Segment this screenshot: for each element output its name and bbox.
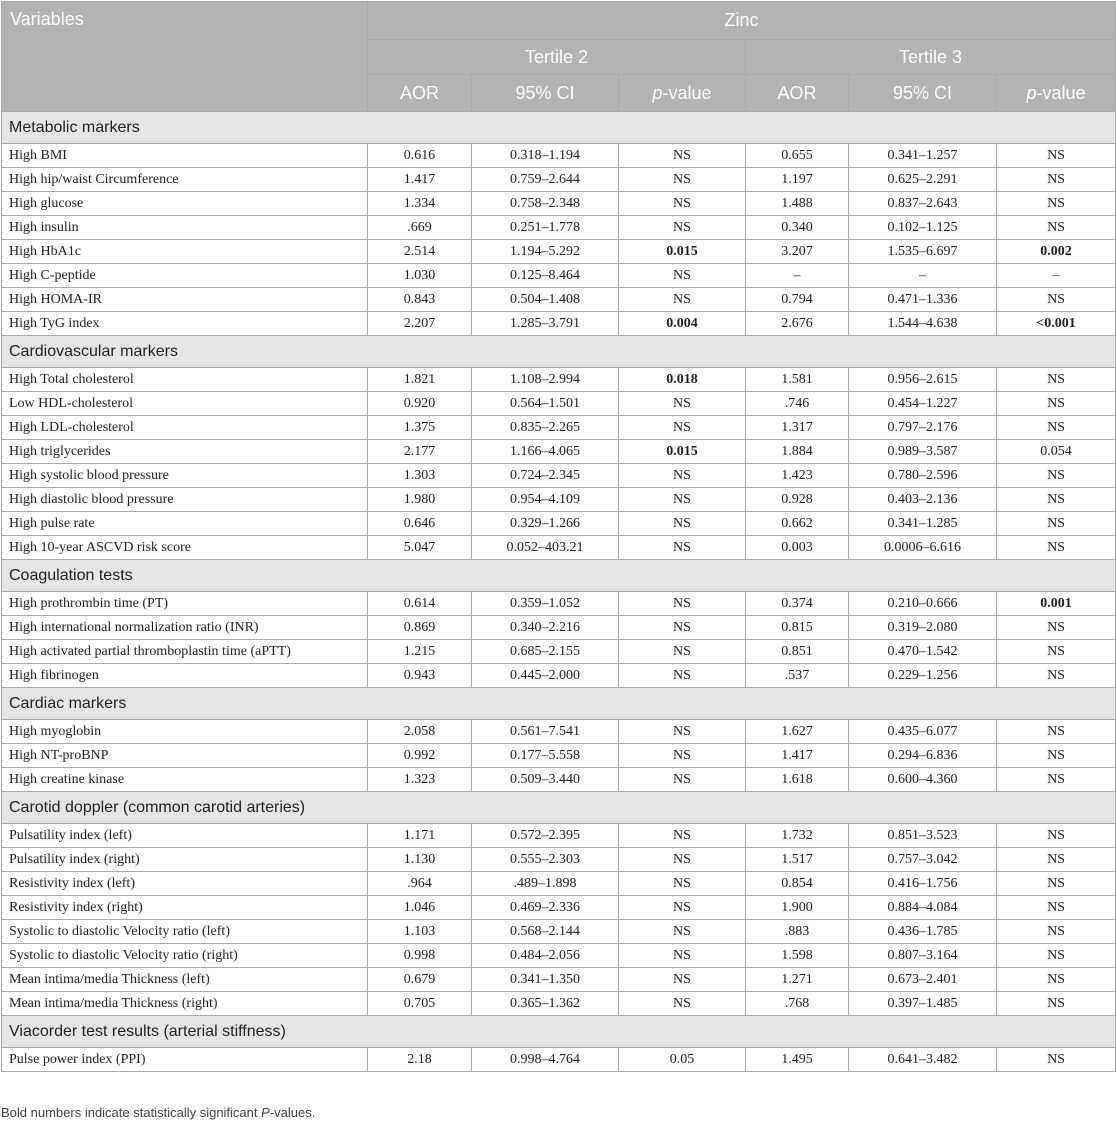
t2-ci-cell: 0.561–7.541	[472, 720, 619, 744]
t2-pvalue-cell: NS	[619, 720, 746, 744]
t2-pvalue-cell: 0.05	[619, 1048, 746, 1072]
t3-ci-cell: 0.837–2.643	[849, 192, 997, 216]
t2-pvalue-cell: NS	[619, 640, 746, 664]
t3-ci-cell: 0.641–3.482	[849, 1048, 997, 1072]
t2-pvalue-cell: NS	[619, 168, 746, 192]
t3-pvalue-cell: NS	[997, 920, 1116, 944]
t3-ci-cell: 0.600–4.360	[849, 768, 997, 792]
t2-pvalue-cell: NS	[619, 488, 746, 512]
t2-aor-cell: 2.177	[368, 440, 472, 464]
variable-cell: Mean intima/media Thickness (left)	[2, 968, 368, 992]
section-header-row	[2, 1016, 1116, 1048]
table-row	[2, 192, 1116, 216]
t2-pvalue-cell: NS	[619, 848, 746, 872]
t2-ci-cell: 0.365–1.362	[472, 992, 619, 1016]
variable-cell: High myoglobin	[2, 720, 368, 744]
t2-aor-cell: 1.375	[368, 416, 472, 440]
t2-aor-cell: 0.616	[368, 144, 472, 168]
t3-ci-cell: 0.436–1.785	[849, 920, 997, 944]
variable-cell: Resistivity index (right)	[2, 896, 368, 920]
t2-aor-cell: 1.323	[368, 768, 472, 792]
t3-pvalue-cell: NS	[997, 144, 1116, 168]
t2-ci-cell: 0.177–5.558	[472, 744, 619, 768]
t2-aor-cell: 1.171	[368, 824, 472, 848]
t2-aor-cell: 1.215	[368, 640, 472, 664]
t3-aor-cell: 3.207	[746, 240, 849, 264]
t3-pvalue-cell: NS	[997, 896, 1116, 920]
t3-pvalue-cell: NS	[997, 944, 1116, 968]
table-row	[2, 488, 1116, 512]
table-row	[2, 720, 1116, 744]
table-row	[2, 992, 1116, 1016]
t3-aor-cell: 0.794	[746, 288, 849, 312]
t3-pvalue-cell: NS	[997, 616, 1116, 640]
t2-pvalue-cell: NS	[619, 824, 746, 848]
t2-pvalue-cell: NS	[619, 392, 746, 416]
table-row	[2, 512, 1116, 536]
t3-pvalue-cell: NS	[997, 416, 1116, 440]
t2-aor-cell: 0.614	[368, 592, 472, 616]
t2-aor-cell: 1.046	[368, 896, 472, 920]
section-title: Carotid doppler (common carotid arteries)	[2, 792, 1116, 824]
t3-ci-cell: 1.544–4.638	[849, 312, 997, 336]
t2-pvalue-cell: NS	[619, 944, 746, 968]
t3-aor-cell: 1.488	[746, 192, 849, 216]
t3-aor-cell: 0.854	[746, 872, 849, 896]
t3-pvalue-cell: NS	[997, 720, 1116, 744]
t3-pvalue-cell: NS	[997, 368, 1116, 392]
t3-aor-cell: 1.417	[746, 744, 849, 768]
t3-pvalue-cell: NS	[997, 848, 1116, 872]
table-row	[2, 896, 1116, 920]
t2-ci-cell: 0.758–2.348	[472, 192, 619, 216]
t2-pvalue-cell: NS	[619, 992, 746, 1016]
t2-pvalue-cell: 0.015	[619, 440, 746, 464]
t2-aor-cell: .964	[368, 872, 472, 896]
t3-ci-cell: 0.673–2.401	[849, 968, 997, 992]
t2-aor-cell: 1.130	[368, 848, 472, 872]
variable-cell: Pulsatility index (right)	[2, 848, 368, 872]
t3-ci-cell: 0.403–2.136	[849, 488, 997, 512]
t2-aor-cell: 1.821	[368, 368, 472, 392]
t2-ci-cell: 0.341–1.350	[472, 968, 619, 992]
table-row	[2, 640, 1116, 664]
t2-ci-cell: 0.835–2.265	[472, 416, 619, 440]
t2-aor-cell: 2.058	[368, 720, 472, 744]
t3-pvalue-cell: NS	[997, 488, 1116, 512]
t2-ci-cell: 0.484–2.056	[472, 944, 619, 968]
t3-pvalue-cell: NS	[997, 992, 1116, 1016]
t2-pvalue-cell: NS	[619, 768, 746, 792]
variable-cell: High fibrinogen	[2, 664, 368, 688]
t3-pvalue-cell: NS	[997, 744, 1116, 768]
t3-pvalue-cell: <0.001	[997, 312, 1116, 336]
t3-ci-cell: 0.884–4.084	[849, 896, 997, 920]
t3-pvalue-cell: NS	[997, 192, 1116, 216]
t2-ci-cell: 0.359–1.052	[472, 592, 619, 616]
t2-aor-cell: 1.103	[368, 920, 472, 944]
t2-ci-cell: 0.251–1.778	[472, 216, 619, 240]
t2-ci-cell: 1.285–3.791	[472, 312, 619, 336]
t3-pvalue-cell: NS	[997, 512, 1116, 536]
t3-aor-cell: 1.271	[746, 968, 849, 992]
t3-pvalue-cell: NS	[997, 640, 1116, 664]
t3-pvalue-cell: NS	[997, 392, 1116, 416]
t3-ci-cell: 0.797–2.176	[849, 416, 997, 440]
t2-ci-cell: 0.445–2.000	[472, 664, 619, 688]
section-title: Cardiac markers	[2, 688, 1116, 720]
t2-ci-cell: 0.509–3.440	[472, 768, 619, 792]
t3-pvalue-cell: –	[997, 264, 1116, 288]
table-row	[2, 368, 1116, 392]
t2-pvalue-cell: NS	[619, 664, 746, 688]
table-row	[2, 664, 1116, 688]
t2-pvalue-cell: 0.018	[619, 368, 746, 392]
variable-cell: Low HDL-cholesterol	[2, 392, 368, 416]
variable-cell: High 10-year ASCVD risk score	[2, 536, 368, 560]
t2-aor-cell: 1.030	[368, 264, 472, 288]
variable-cell: High Total cholesterol	[2, 368, 368, 392]
t3-aor-cell: 1.423	[746, 464, 849, 488]
t2-ci-header: 95% CI	[472, 75, 619, 112]
t2-pvalue-cell: NS	[619, 592, 746, 616]
t3-aor-cell: 2.676	[746, 312, 849, 336]
t2-aor-cell: 2.514	[368, 240, 472, 264]
t3-ci-cell: 0.229–1.256	[849, 664, 997, 688]
t2-aor-cell: 0.920	[368, 392, 472, 416]
t3-ci-cell: 0.416–1.756	[849, 872, 997, 896]
t3-aor-cell: 1.900	[746, 896, 849, 920]
t3-ci-cell: 0.454–1.227	[849, 392, 997, 416]
table-row	[2, 592, 1116, 616]
t3-ci-cell: 0.341–1.257	[849, 144, 997, 168]
variable-cell: Pulsatility index (left)	[2, 824, 368, 848]
variable-cell: High hip/waist Circumference	[2, 168, 368, 192]
section-header-row	[2, 112, 1116, 144]
variable-cell: High NT-proBNP	[2, 744, 368, 768]
variable-cell: High pulse rate	[2, 512, 368, 536]
t3-aor-cell: 1.598	[746, 944, 849, 968]
t2-aor-header: AOR	[368, 75, 472, 112]
t3-aor-cell: 1.197	[746, 168, 849, 192]
t3-aor-cell: 1.495	[746, 1048, 849, 1072]
variable-cell: High HOMA-IR	[2, 288, 368, 312]
t2-pvalue-cell: NS	[619, 464, 746, 488]
t2-aor-cell: 0.992	[368, 744, 472, 768]
t2-ci-cell: 1.166–4.065	[472, 440, 619, 464]
t3-aor-cell: 0.655	[746, 144, 849, 168]
t2-aor-cell: 2.207	[368, 312, 472, 336]
t3-aor-cell: 1.317	[746, 416, 849, 440]
t2-aor-cell: 0.705	[368, 992, 472, 1016]
t2-ci-cell: 0.318–1.194	[472, 144, 619, 168]
t3-pvalue-cell: 0.002	[997, 240, 1116, 264]
variable-cell: High systolic blood pressure	[2, 464, 368, 488]
table-row	[2, 920, 1116, 944]
variable-cell: Resistivity index (left)	[2, 872, 368, 896]
t3-pvalue-cell: NS	[997, 768, 1116, 792]
t3-ci-cell: 0.807–3.164	[849, 944, 997, 968]
t3-ci-cell: 0.471–1.336	[849, 288, 997, 312]
t2-pvalue-cell: 0.015	[619, 240, 746, 264]
t3-ci-cell: 0.757–3.042	[849, 848, 997, 872]
t3-ci-cell: 0.625–2.291	[849, 168, 997, 192]
t2-aor-cell: 0.843	[368, 288, 472, 312]
t2-ci-cell: .489–1.898	[472, 872, 619, 896]
t2-ci-cell: 0.564–1.501	[472, 392, 619, 416]
t2-pvalue-cell: NS	[619, 416, 746, 440]
t2-ci-cell: 0.555–2.303	[472, 848, 619, 872]
zinc-header: Zinc	[368, 2, 1116, 40]
table-row	[2, 1048, 1116, 1072]
t2-pvalue-cell: NS	[619, 264, 746, 288]
t3-pvalue-cell: 0.001	[997, 592, 1116, 616]
t3-ci-cell: 1.535–6.697	[849, 240, 997, 264]
t3-aor-cell: 0.003	[746, 536, 849, 560]
t2-ci-cell: 0.052–403.21	[472, 536, 619, 560]
t2-aor-cell: 0.998	[368, 944, 472, 968]
table-row	[2, 416, 1116, 440]
variable-cell: High creatine kinase	[2, 768, 368, 792]
table-row	[2, 768, 1116, 792]
variable-cell: High insulin	[2, 216, 368, 240]
t2-aor-cell: 1.417	[368, 168, 472, 192]
table-row	[2, 536, 1116, 560]
t2-pvalue-header: p-value	[619, 75, 746, 112]
t3-pvalue-cell: NS	[997, 872, 1116, 896]
t2-aor-cell: .669	[368, 216, 472, 240]
t2-aor-cell: 0.646	[368, 512, 472, 536]
t3-ci-cell: 0.956–2.615	[849, 368, 997, 392]
t3-aor-cell: –	[746, 264, 849, 288]
variable-cell: High prothrombin time (PT)	[2, 592, 368, 616]
t2-pvalue-cell: NS	[619, 872, 746, 896]
table-row	[2, 392, 1116, 416]
table-row	[2, 616, 1116, 640]
section-title: Metabolic markers	[2, 112, 1116, 144]
t3-aor-cell: 1.627	[746, 720, 849, 744]
t3-pvalue-cell: NS	[997, 1048, 1116, 1072]
t3-ci-cell: 0.294–6.836	[849, 744, 997, 768]
variable-cell: Mean intima/media Thickness (right)	[2, 992, 368, 1016]
t3-aor-cell: 1.884	[746, 440, 849, 464]
t2-ci-cell: 1.194–5.292	[472, 240, 619, 264]
t2-ci-cell: 0.504–1.408	[472, 288, 619, 312]
variable-cell: Systolic to diastolic Velocity ratio (left)	[2, 920, 368, 944]
table-row	[2, 264, 1116, 288]
t3-aor-cell: 0.340	[746, 216, 849, 240]
t3-aor-cell: 1.732	[746, 824, 849, 848]
t3-pvalue-cell: NS	[997, 168, 1116, 192]
t2-pvalue-cell: NS	[619, 744, 746, 768]
t3-pvalue-cell: 0.054	[997, 440, 1116, 464]
table-row	[2, 744, 1116, 768]
t2-ci-cell: 0.125–8.464	[472, 264, 619, 288]
t2-ci-cell: 0.572–2.395	[472, 824, 619, 848]
t3-ci-header: 95% CI	[849, 75, 997, 112]
t2-ci-cell: 0.329–1.266	[472, 512, 619, 536]
variable-cell: High TyG index	[2, 312, 368, 336]
t3-aor-cell: 1.517	[746, 848, 849, 872]
t3-aor-cell: 0.851	[746, 640, 849, 664]
variable-cell: High HbA1c	[2, 240, 368, 264]
t3-pvalue-cell: NS	[997, 216, 1116, 240]
tertile3-header: Tertile 3	[746, 40, 1116, 75]
t2-ci-cell: 0.568–2.144	[472, 920, 619, 944]
t3-ci-cell: 0.397–1.485	[849, 992, 997, 1016]
section-title: Coagulation tests	[2, 560, 1116, 592]
table-row	[2, 848, 1116, 872]
t3-ci-cell: 0.0006–6.616	[849, 536, 997, 560]
table-row	[2, 968, 1116, 992]
t3-ci-cell: 0.989–3.587	[849, 440, 997, 464]
t2-aor-cell: 0.943	[368, 664, 472, 688]
variable-cell: High activated partial thromboplastin time (aPTT)	[2, 640, 368, 664]
t2-aor-cell: 1.334	[368, 192, 472, 216]
table-row	[2, 144, 1116, 168]
t3-pvalue-cell: NS	[997, 968, 1116, 992]
t2-pvalue-cell: NS	[619, 192, 746, 216]
section-title: Viacorder test results (arterial stiffness)	[2, 1016, 1116, 1048]
t3-aor-cell: 1.581	[746, 368, 849, 392]
table-row	[2, 464, 1116, 488]
results-table	[1, 1, 1116, 1072]
t2-aor-cell: 0.679	[368, 968, 472, 992]
variable-cell: High glucose	[2, 192, 368, 216]
t3-ci-cell: 0.851–3.523	[849, 824, 997, 848]
t3-aor-cell: .768	[746, 992, 849, 1016]
section-header-row	[2, 792, 1116, 824]
table-row	[2, 288, 1116, 312]
t2-pvalue-cell: NS	[619, 920, 746, 944]
footnote: Bold numbers indicate statistically significant P-values.	[1, 1105, 316, 1120]
t2-ci-cell: 0.954–4.109	[472, 488, 619, 512]
t3-aor-cell: .746	[746, 392, 849, 416]
section-title: Cardiovascular markers	[2, 336, 1116, 368]
variable-cell: High triglycerides	[2, 440, 368, 464]
section-header-row	[2, 560, 1116, 592]
section-header-row	[2, 688, 1116, 720]
t3-pvalue-cell: NS	[997, 664, 1116, 688]
t2-pvalue-cell: 0.004	[619, 312, 746, 336]
t3-aor-cell: 0.662	[746, 512, 849, 536]
variable-cell: Pulse power index (PPI)	[2, 1048, 368, 1072]
t3-ci-cell: 0.102–1.125	[849, 216, 997, 240]
t3-pvalue-header: p-value	[997, 75, 1116, 112]
t3-aor-cell: 0.815	[746, 616, 849, 640]
t3-ci-cell: 0.470–1.542	[849, 640, 997, 664]
t3-aor-header: AOR	[746, 75, 849, 112]
t2-pvalue-cell: NS	[619, 896, 746, 920]
t2-ci-cell: 0.469–2.336	[472, 896, 619, 920]
t3-aor-cell: .883	[746, 920, 849, 944]
table-row	[2, 216, 1116, 240]
table-row	[2, 312, 1116, 336]
variables-header: Variables	[2, 2, 368, 112]
table-row	[2, 240, 1116, 264]
t2-ci-cell: 0.759–2.644	[472, 168, 619, 192]
t2-ci-cell: 1.108–2.994	[472, 368, 619, 392]
t3-aor-cell: 1.618	[746, 768, 849, 792]
t2-pvalue-cell: NS	[619, 512, 746, 536]
t3-ci-cell: 0.435–6.077	[849, 720, 997, 744]
variable-cell: Systolic to diastolic Velocity ratio (right)	[2, 944, 368, 968]
t3-ci-cell: 0.319–2.080	[849, 616, 997, 640]
t2-aor-cell: 1.980	[368, 488, 472, 512]
table-row	[2, 944, 1116, 968]
table-row	[2, 872, 1116, 896]
t3-pvalue-cell: NS	[997, 464, 1116, 488]
table-header	[2, 2, 1116, 112]
t3-aor-cell: .537	[746, 664, 849, 688]
t3-aor-cell: 0.928	[746, 488, 849, 512]
variable-cell: High international normalization ratio (INR)	[2, 616, 368, 640]
variable-cell: High LDL-cholesterol	[2, 416, 368, 440]
section-header-row	[2, 336, 1116, 368]
t2-pvalue-cell: NS	[619, 144, 746, 168]
table-row	[2, 824, 1116, 848]
table-row	[2, 440, 1116, 464]
t2-ci-cell: 0.998–4.764	[472, 1048, 619, 1072]
t2-ci-cell: 0.685–2.155	[472, 640, 619, 664]
variable-cell: High BMI	[2, 144, 368, 168]
t3-aor-cell: 0.374	[746, 592, 849, 616]
t2-pvalue-cell: NS	[619, 536, 746, 560]
t3-ci-cell: 0.780–2.596	[849, 464, 997, 488]
t2-ci-cell: 0.724–2.345	[472, 464, 619, 488]
variable-cell: High C-peptide	[2, 264, 368, 288]
t2-aor-cell: 5.047	[368, 536, 472, 560]
t3-ci-cell: 0.341–1.285	[849, 512, 997, 536]
t2-aor-cell: 0.869	[368, 616, 472, 640]
tertile2-header: Tertile 2	[368, 40, 746, 75]
t2-aor-cell: 2.18	[368, 1048, 472, 1072]
t2-pvalue-cell: NS	[619, 968, 746, 992]
t2-aor-cell: 1.303	[368, 464, 472, 488]
variable-cell: High diastolic blood pressure	[2, 488, 368, 512]
t2-pvalue-cell: NS	[619, 288, 746, 312]
t3-pvalue-cell: NS	[997, 824, 1116, 848]
t3-pvalue-cell: NS	[997, 536, 1116, 560]
t3-ci-cell: 0.210–0.666	[849, 592, 997, 616]
t2-pvalue-cell: NS	[619, 216, 746, 240]
table-body	[2, 112, 1116, 1072]
table-row	[2, 168, 1116, 192]
t2-ci-cell: 0.340–2.216	[472, 616, 619, 640]
t3-ci-cell: –	[849, 264, 997, 288]
t3-pvalue-cell: NS	[997, 288, 1116, 312]
t2-pvalue-cell: NS	[619, 616, 746, 640]
